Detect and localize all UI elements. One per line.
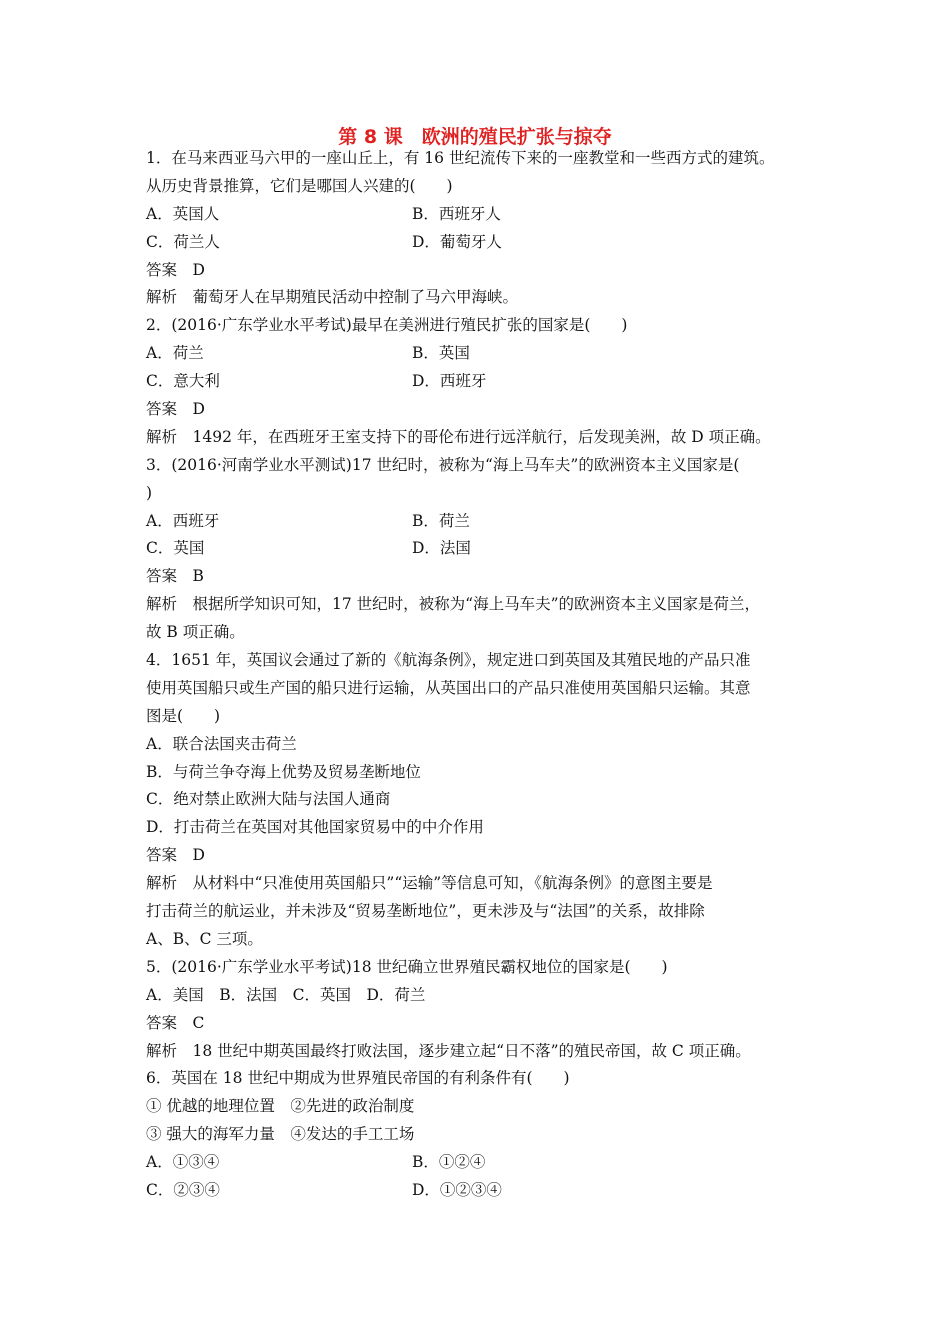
q3-options-row-1 — [146, 508, 806, 536]
q4-stem-line-3: 图是( ) — [146, 706, 221, 725]
q2-options-row-1 — [146, 340, 806, 368]
q1-stem-line-1: 1．在马来西亚马六甲的一座山丘上，有 16 世纪流传下来的一座教堂和一些西方式的建筑。 — [146, 149, 775, 167]
q1-options-row-1 — [146, 201, 806, 229]
q4-stem-line-2: 使用英国船只或生产国的船只进行运输，从英国出口的产品只准使用英国船只运输。其意 — [146, 678, 751, 697]
q6-item-line-2: ③ 强大的海军力量 ④发达的手工工场 — [146, 1125, 415, 1144]
q3-analysis-line-2: 故 B 项正确。 — [146, 623, 245, 642]
q3-answer: 答案 B — [146, 567, 204, 586]
q4-answer: 答案 D — [146, 846, 205, 865]
q2-option-d: D．西班牙 — [412, 372, 487, 391]
q1-analysis: 解析 葡萄牙人在早期殖民活动中控制了马六甲海峡。 — [146, 288, 519, 307]
q1-stem-line-2: 从历史背景推算，它们是哪国人兴建的( ) — [146, 176, 453, 195]
q1-option-d: D．葡萄牙人 — [412, 232, 502, 251]
q6-stem-line-1: 6．英国在 18 世纪中期成为世界殖民帝国的有利条件有( ) — [146, 1069, 570, 1088]
q2-answer: 答案 D — [146, 400, 205, 419]
q6-option-a: A．①③④ — [146, 1153, 220, 1172]
q6-options-row-2 — [146, 1177, 806, 1205]
q6-item-line-1: ① 优越的地理位置 ②先进的政治制度 — [146, 1097, 415, 1116]
q2-option-a: A．荷兰 — [146, 344, 204, 363]
q3-stem-line-2: ) — [146, 483, 153, 502]
q4-analysis-line-1: 解析 从材料中“只准使用英国船只”“运输”等信息可知，《航海条例》的意图主要是 — [146, 874, 713, 893]
q5-analysis: 解析 18 世纪中期英国最终打败法国，逐步建立起“日不落”的殖民帝国，故 C 项正确。 — [146, 1041, 751, 1060]
q1-option-b: B．西班牙人 — [412, 204, 501, 223]
q1-option-a: A．英国人 — [146, 204, 220, 223]
q5-answer: 答案 C — [146, 1013, 205, 1032]
q6-option-d: D．①②③④ — [412, 1180, 502, 1199]
q3-analysis-line-1: 解析 根据所学知识可知，17 世纪时，被称为“海上马车夫”的欧洲资本主义国家是荷兰， — [146, 595, 761, 614]
q6-options-row-1 — [146, 1149, 806, 1177]
q4-option-b: B．与荷兰争夺海上优势及贸易垄断地位 — [146, 762, 421, 781]
q2-option-b: B．英国 — [412, 344, 470, 363]
question-list — [146, 145, 806, 1205]
q5-stem-line-1: 5．(2016·广东学业水平考试)18 世纪确立世界殖民霸权地位的国家是( ) — [146, 957, 668, 976]
q4-option-a: A．联合法国夹击荷兰 — [146, 734, 297, 753]
q6-option-b: B．①②④ — [412, 1153, 486, 1172]
q1-option-c: C．荷兰人 — [146, 232, 220, 251]
q4-analysis-line-3: A、B、C 三项。 — [146, 929, 263, 948]
lesson-title: 第 8 课 欧洲的殖民扩张与掠夺 — [338, 126, 612, 148]
q2-stem-line-1: 2．(2016·广东学业水平考试)最早在美洲进行殖民扩张的国家是( ) — [146, 316, 628, 335]
q3-option-c: C．英国 — [146, 539, 205, 558]
q4-analysis-line-2: 打击荷兰的航运业，并未涉及“贸易垄断地位”，更未涉及与“法国”的关系，故排除 — [146, 902, 705, 921]
q3-option-b: B．荷兰 — [412, 511, 470, 530]
q2-options-row-2 — [146, 368, 806, 396]
q3-option-d: D．法国 — [412, 539, 471, 558]
q6-option-c: C．②③④ — [146, 1180, 220, 1199]
q5-options: A．美国 B．法国 C．英国 D．荷兰 — [146, 985, 426, 1004]
q4-option-d: D．打击荷兰在英国对其他国家贸易中的中介作用 — [146, 818, 484, 837]
q2-analysis: 解析 1492 年，在西班牙王室支持下的哥伦布进行远洋航行，后发现美洲，故 D 项正确。 — [146, 427, 771, 446]
q3-options-row-2 — [146, 535, 806, 563]
q3-stem-line-1: 3．(2016·河南学业水平测试)17 世纪时，被称为“海上马车夫”的欧洲资本主义国家是( — [146, 455, 740, 474]
q1-answer: 答案 D — [146, 260, 205, 279]
q1-options-row-2 — [146, 229, 806, 257]
q3-option-a: A．西班牙 — [146, 511, 220, 530]
q2-option-c: C．意大利 — [146, 372, 220, 391]
q4-stem-line-1: 4．1651 年，英国议会通过了新的《航海条例》，规定进口到英国及其殖民地的产品只准 — [146, 651, 751, 670]
q4-option-c: C．绝对禁止欧洲大陆与法国人通商 — [146, 790, 391, 809]
